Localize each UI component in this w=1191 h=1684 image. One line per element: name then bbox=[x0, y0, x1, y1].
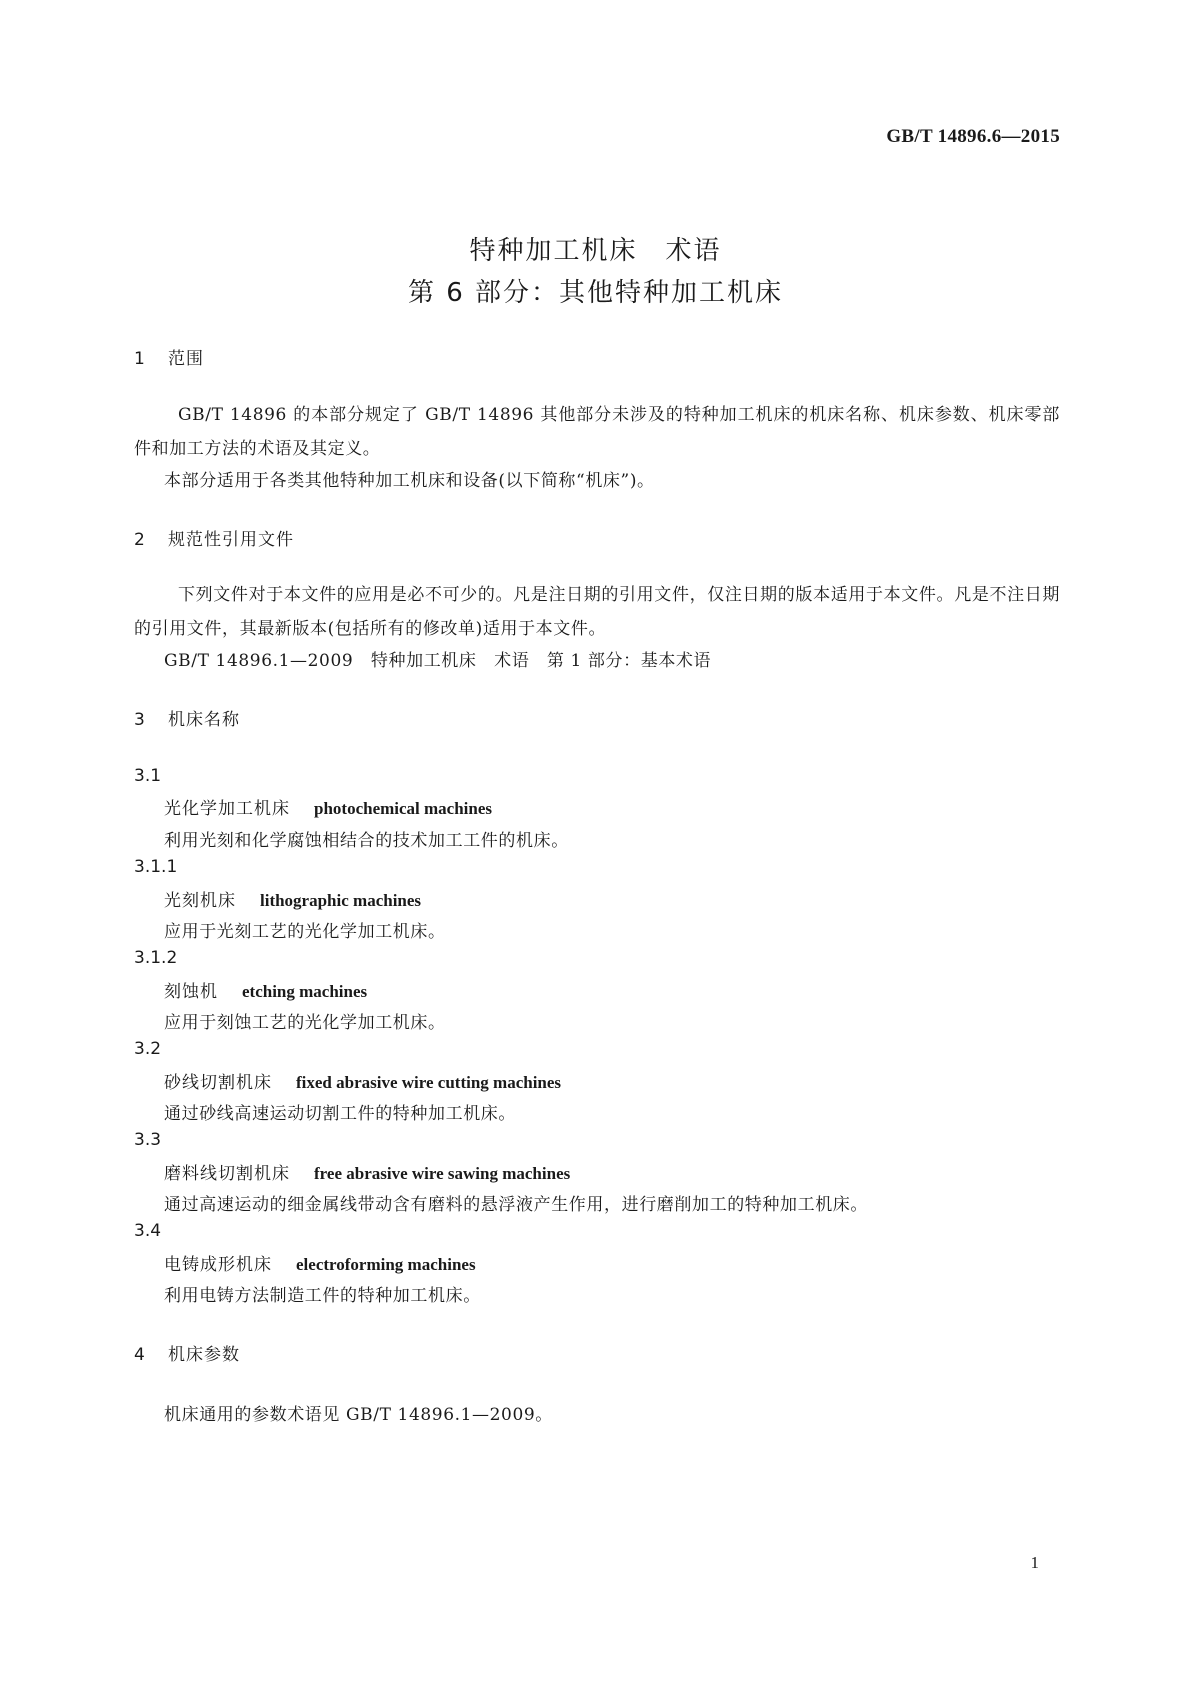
term-english: etching machines bbox=[242, 982, 368, 1001]
term-entry bbox=[164, 794, 492, 819]
section-number: 2 bbox=[134, 530, 146, 550]
section-number: 3 bbox=[134, 710, 146, 730]
clause-number: 3.4 bbox=[134, 1221, 162, 1241]
clause-number: 3.3 bbox=[134, 1130, 162, 1150]
term-entry bbox=[164, 1068, 561, 1093]
clause-number: 3.1.2 bbox=[134, 948, 178, 968]
term-english: fixed abrasive wire cutting machines bbox=[296, 1073, 562, 1092]
section-3-heading bbox=[134, 705, 240, 730]
section-title: 规范性引用文件 bbox=[168, 530, 294, 550]
section-title: 机床参数 bbox=[168, 1345, 240, 1365]
section-2-heading bbox=[134, 525, 294, 550]
term-english: electroforming machines bbox=[296, 1255, 476, 1274]
term-chinese: 砂线切割机床 bbox=[164, 1073, 272, 1093]
section-1-paragraph-1: GB/T 14896 的本部分规定了 GB/T 14896 其他部分未涉及的特种加工机床的机床名称、机床参数、机床零部件和加工方法的术语及其定义。 bbox=[134, 405, 1060, 459]
section-title: 范围 bbox=[168, 349, 204, 369]
term-definition: 应用于刻蚀工艺的光化学加工机床。 bbox=[164, 1013, 446, 1033]
normative-reference: GB/T 14896.1—2009 特种加工机床 术语 第 1 部分：基本术语 bbox=[164, 651, 712, 671]
page-number: 1 bbox=[1030, 1553, 1039, 1572]
term-chinese: 刻蚀机 bbox=[164, 982, 218, 1002]
clause-number: 3.1 bbox=[134, 766, 162, 786]
term-english: free abrasive wire sawing machines bbox=[314, 1164, 571, 1183]
term-chinese: 光刻机床 bbox=[164, 891, 236, 911]
section-4-paragraph-1: 机床通用的参数术语见 GB/T 14896.1—2009。 bbox=[164, 1405, 553, 1425]
term-definition: 利用光刻和化学腐蚀相结合的技术加工工件的机床。 bbox=[164, 831, 569, 851]
term-entry bbox=[164, 886, 421, 911]
term-entry bbox=[164, 977, 367, 1002]
title-line-1: 特种加工机床 术语 bbox=[469, 236, 722, 266]
term-english: lithographic machines bbox=[260, 891, 422, 910]
term-definition: 应用于光刻工艺的光化学加工机床。 bbox=[164, 922, 446, 942]
term-english: photochemical machines bbox=[314, 799, 493, 818]
section-1-paragraph-2: 本部分适用于各类其他特种加工机床和设备(以下简称“机床”)。 bbox=[164, 471, 655, 491]
term-entry bbox=[164, 1159, 570, 1184]
term-definition: 通过高速运动的细金属线带动含有磨料的悬浮液产生作用，进行磨削加工的特种加工机床。 bbox=[164, 1195, 868, 1215]
standard-number: GB/T 14896.6—2015 bbox=[886, 126, 1060, 147]
section-number: 1 bbox=[134, 349, 146, 369]
section-4-heading bbox=[134, 1340, 240, 1365]
title-line-2: 第 6 部分：其他特种加工机床 bbox=[407, 278, 784, 308]
term-chinese: 光化学加工机床 bbox=[164, 799, 290, 819]
section-2-paragraph-1: 下列文件对于本文件的应用是必不可少的。凡是注日期的引用文件，仅注日期的版本适用于本文件。凡是不注日期的引用文件，其最新版本(包括所有的修改单)适用于本文件。 bbox=[134, 585, 1060, 639]
term-chinese: 磨料线切割机床 bbox=[164, 1164, 290, 1184]
term-definition: 通过砂线高速运动切割工件的特种加工机床。 bbox=[164, 1104, 516, 1124]
section-number: 4 bbox=[134, 1345, 146, 1365]
section-title: 机床名称 bbox=[168, 710, 240, 730]
term-entry bbox=[164, 1250, 476, 1275]
clause-number: 3.2 bbox=[134, 1039, 162, 1059]
clause-number: 3.1.1 bbox=[134, 857, 178, 877]
term-chinese: 电铸成形机床 bbox=[164, 1255, 272, 1275]
section-1-heading bbox=[134, 344, 204, 369]
term-definition: 利用电铸方法制造工件的特种加工机床。 bbox=[164, 1286, 481, 1306]
